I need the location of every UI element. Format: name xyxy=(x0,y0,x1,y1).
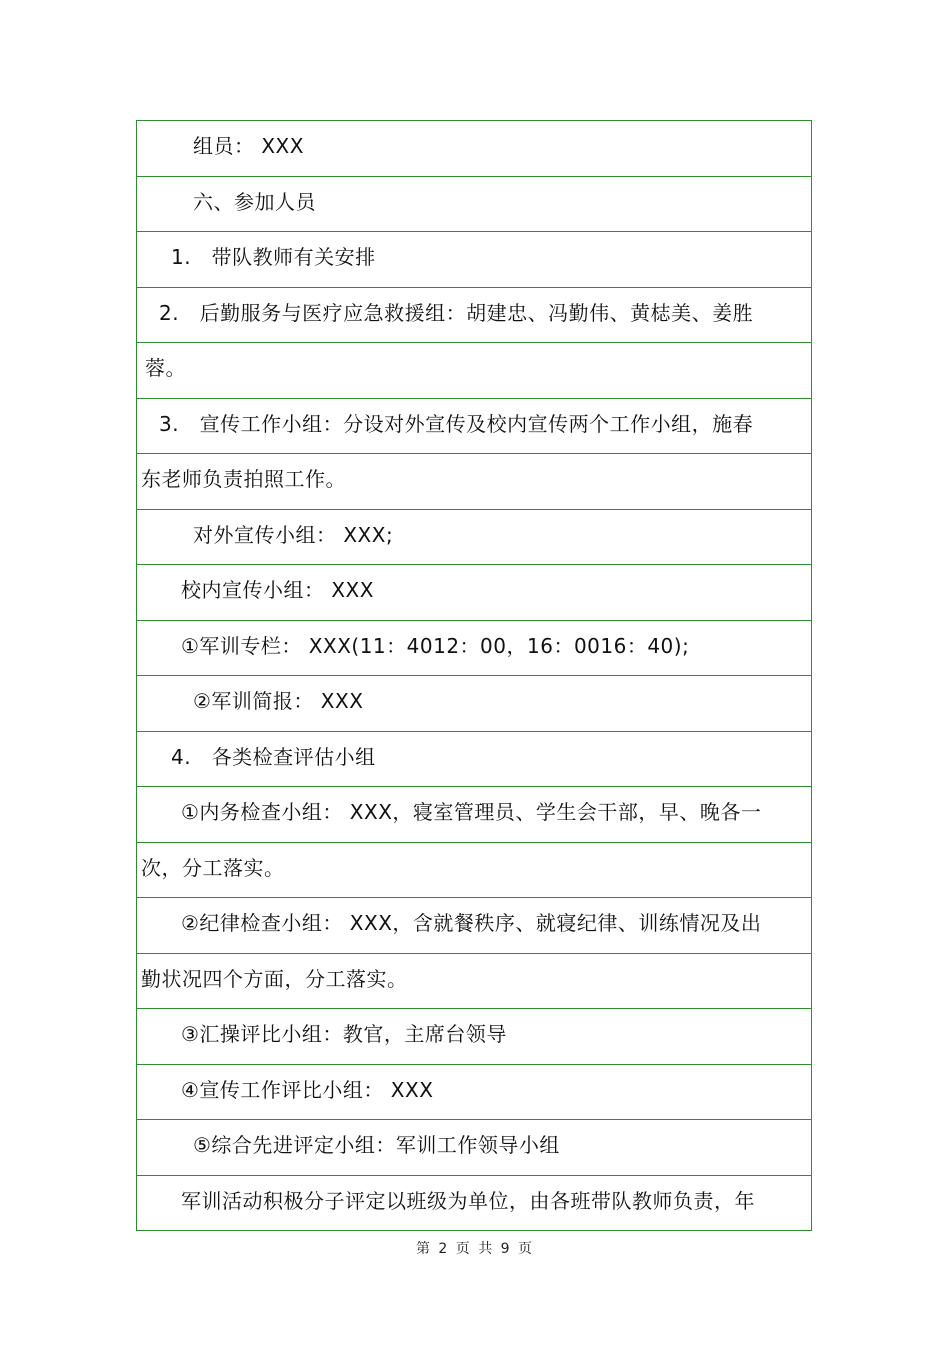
row-text: 勤状况四个方面，分工落实。 xyxy=(141,966,408,991)
table-row xyxy=(137,343,811,399)
table-row xyxy=(137,954,811,1010)
row-text: ③汇操评比小组：教官，主席台领导 xyxy=(181,1022,507,1046)
row-text: 次，分工落实。 xyxy=(141,855,285,880)
table-row xyxy=(137,177,811,233)
row-text: 蓉。 xyxy=(145,356,186,380)
table-row xyxy=(137,510,811,566)
row-text: ②军训简报： XXX xyxy=(193,689,364,713)
table-row xyxy=(137,621,811,677)
row-text: 2. 后勤服务与医疗应急救援组：胡建忠、冯勤伟、黄梽美、姜胜 xyxy=(159,300,754,325)
row-text: 军训活动积极分子评定以班级为单位，由各班带队教师负责，年 xyxy=(181,1188,755,1213)
table-row xyxy=(137,454,811,510)
table-row xyxy=(137,676,811,732)
row-text: ②纪律检查小组： XXX，含就餐秩序、就寝纪律、训练情况及出 xyxy=(181,911,762,935)
table-row xyxy=(137,565,811,621)
row-text: 3. 宣传工作小组：分设对外宣传及校内宣传两个工作小组，施春 xyxy=(159,411,754,436)
row-text: 东老师负责拍照工作。 xyxy=(141,467,346,491)
row-text: ①军训专栏： XXX(11：4012：00，16：0016：40); xyxy=(181,633,690,658)
table-row xyxy=(137,898,811,954)
row-text: ⑤综合先进评定小组：军训工作领导小组 xyxy=(193,1133,560,1157)
table-row xyxy=(137,787,811,843)
table-row xyxy=(137,232,811,288)
table-row xyxy=(137,399,811,455)
row-text: 六、参加人员 xyxy=(193,189,316,214)
row-text: ④宣传工作评比小组： XXX xyxy=(181,1077,434,1102)
table-row xyxy=(137,288,811,344)
page-footer: 第 2 页 共 9 页 xyxy=(415,1241,535,1257)
table-row xyxy=(137,121,811,177)
table-row xyxy=(137,1176,811,1232)
row-text: 组员： XXX xyxy=(193,134,304,158)
content-table xyxy=(136,120,812,1231)
row-text: 对外宣传小组： XXX; xyxy=(193,522,394,547)
table-row xyxy=(137,1065,811,1121)
table-row xyxy=(137,843,811,899)
row-text: 4. 各类检查评估小组 xyxy=(171,744,376,769)
row-text: ①内务检查小组： XXX，寝室管理员、学生会干部，早、晚各一 xyxy=(181,800,762,824)
table-row xyxy=(137,732,811,788)
row-text: 1. 带队教师有关安排 xyxy=(171,245,376,269)
table-row xyxy=(137,1120,811,1176)
row-text: 校内宣传小组： XXX xyxy=(181,578,374,602)
table-row xyxy=(137,1009,811,1065)
